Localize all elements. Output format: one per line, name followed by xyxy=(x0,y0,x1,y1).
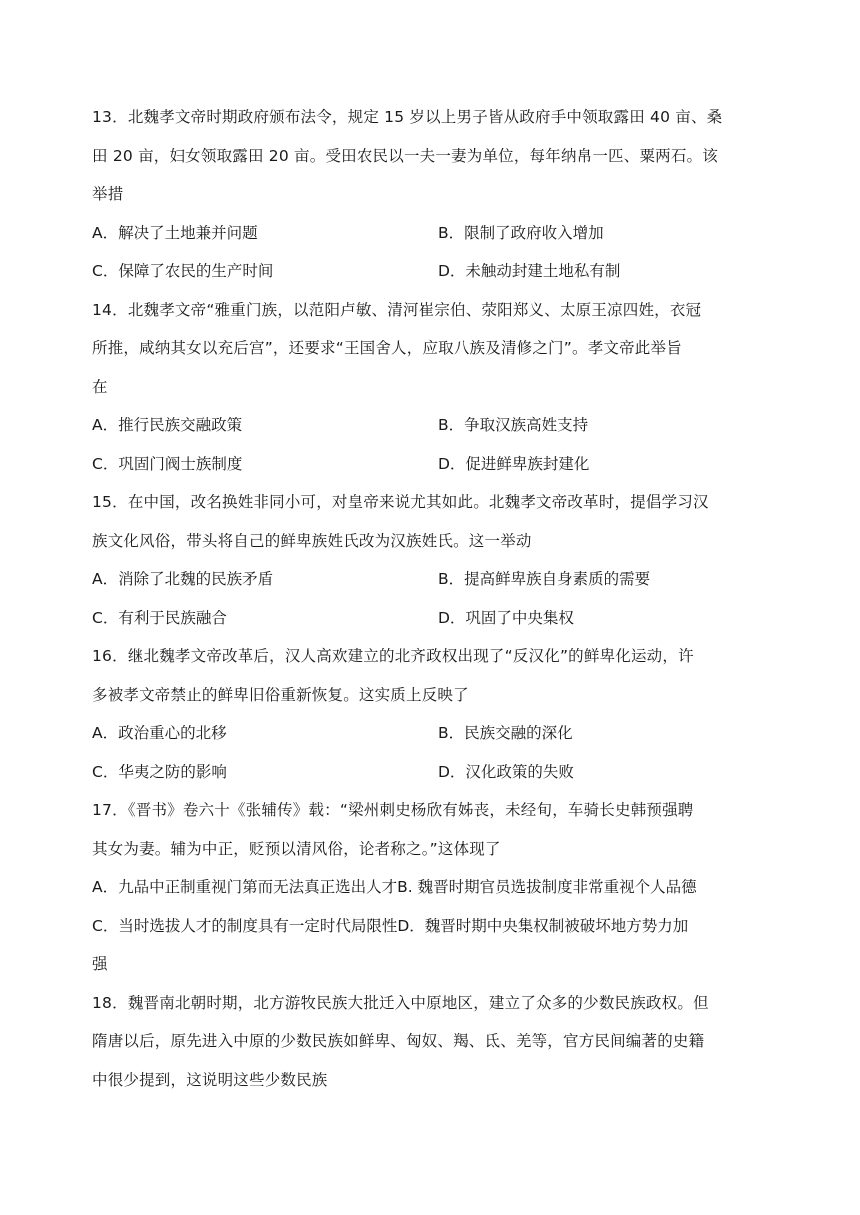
option-row xyxy=(92,560,772,599)
question-stem-line: 多被孝文帝禁止的鲜卑旧俗重新恢复。这实质上反映了 xyxy=(92,685,469,704)
exam-page xyxy=(92,98,772,1099)
option-b: B．限制了政府收入增加 xyxy=(438,223,604,242)
option-row xyxy=(92,214,772,253)
question-stem-line: 15．在中国，改名换姓非同小可，对皇帝来说尤其如此。北魏孝文帝改革时，提倡学习汉 xyxy=(92,493,709,511)
question-15 xyxy=(92,483,772,637)
question-stem-line: 田 20 亩，妇女领取露田 20 亩。受田农民以一夫一妻为单位，每年纳帛一匹、粟两石。该 xyxy=(92,146,718,165)
option-d: D．巩固了中央集权 xyxy=(438,608,574,627)
option-b: B. 魏晋时期官员选拔制度非常重视个人品德 xyxy=(397,878,697,896)
option-b: B．争取汉族高姓支持 xyxy=(438,416,589,434)
option-d: D．魏晋时期中央集权制被破坏地方势力加 xyxy=(397,916,689,935)
option-d-continuation: 强 xyxy=(92,955,108,973)
option-b: B．提高鲜卑族自身素质的需要 xyxy=(438,570,651,588)
option-c: C．当时选拔人才的制度具有一定时代局限性 xyxy=(92,916,398,935)
option-a: A．推行民族交融政策 xyxy=(92,416,243,434)
question-14 xyxy=(92,291,772,484)
option-a: A．解决了土地兼并问题 xyxy=(92,223,258,242)
option-row xyxy=(92,868,772,907)
option-row xyxy=(92,753,772,792)
option-b: B．民族交融的深化 xyxy=(438,724,573,742)
question-16 xyxy=(92,637,772,791)
option-d: D．促进鲜卑族封建化 xyxy=(438,454,590,473)
question-17 xyxy=(92,791,772,984)
question-stem-line: 17．《晋书》卷六十《张辅传》载：“梁州刺史杨欣有姊丧，未经旬，车骑长史韩预强聘 xyxy=(92,801,694,819)
option-c: C．有利于民族融合 xyxy=(92,608,227,627)
question-stem-line: 18．魏晋南北朝时期，北方游牧民族大批迁入中原地区，建立了众多的少数民族政权。但 xyxy=(92,993,709,1012)
option-row xyxy=(92,714,772,753)
question-stem-line: 在 xyxy=(92,377,108,396)
question-stem-line: 族文化风俗，带头将自己的鲜卑族姓氏改为汉族姓氏。这一举动 xyxy=(92,531,532,550)
option-c: C．华夷之防的影响 xyxy=(92,762,227,781)
option-row xyxy=(92,406,772,445)
question-stem-line: 所推，咸纳其女以充后宫”，还要求“王国舍人，应取八族及清修之门”。孝文帝此举旨 xyxy=(92,339,682,357)
option-c: C．保障了农民的生产时间 xyxy=(92,262,274,280)
question-13 xyxy=(92,98,772,291)
option-row xyxy=(92,907,772,946)
option-a: A．消除了北魏的民族矛盾 xyxy=(92,570,274,588)
option-d: D．汉化政策的失败 xyxy=(438,762,574,781)
option-row xyxy=(92,252,772,291)
question-stem-line: 16．继北魏孝文帝改革后，汉人高欢建立的北齐政权出现了“反汉化”的鲜卑化运动，许 xyxy=(92,647,694,665)
question-stem-line: 其女为妻。辅为中正，贬预以清风俗，论者称之。”这体现了 xyxy=(92,839,501,858)
question-stem-line: 14．北魏孝文帝“雅重门族，以范阳卢敏、清河崔宗伯、荥阳郑义、太原王凉四姓，衣冠 xyxy=(92,300,702,319)
question-stem-line: 13．北魏孝文帝时期政府颁布法令，规定 15 岁以上男子皆从政府手中领取露田 40 亩、桑 xyxy=(92,108,723,126)
option-row xyxy=(92,445,772,484)
option-a: A．政治重心的北移 xyxy=(92,724,227,742)
question-stem-line: 举措 xyxy=(92,185,124,203)
option-c: C．巩固门阀士族制度 xyxy=(92,454,243,473)
option-row xyxy=(92,599,772,638)
question-18 xyxy=(92,984,772,1100)
option-a: A．九品中正制重视门第而无法真正选出人才 xyxy=(92,878,398,896)
question-stem-line: 隋唐以后，原先进入中原的少数民族如鲜卑、匈奴、羯、氐、羌等，官方民间编著的史籍 xyxy=(92,1032,705,1050)
option-d: D．未触动封建土地私有制 xyxy=(438,262,621,280)
question-stem-line: 中很少提到，这说明这些少数民族 xyxy=(92,1070,328,1089)
